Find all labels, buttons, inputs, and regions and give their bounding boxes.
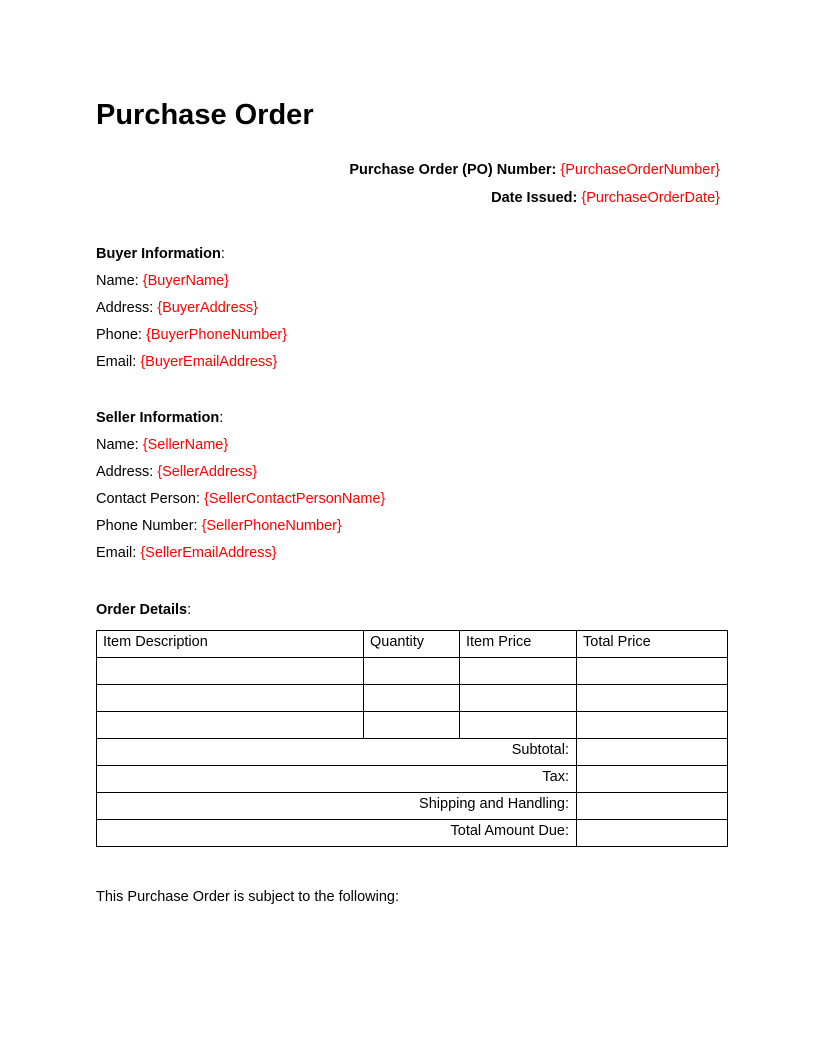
date-issued-value: {PurchaseOrderDate} (581, 190, 720, 206)
buyer-email-value: {BuyerEmailAddress} (140, 354, 278, 370)
buyer-heading-colon: : (220, 246, 225, 262)
field-label: Phone Number: (96, 518, 198, 534)
order-details-heading (96, 597, 191, 624)
seller-address-line (96, 459, 385, 486)
buyer-heading (96, 241, 287, 268)
table-cell[interactable] (460, 685, 577, 712)
field-label: Email: (96, 354, 137, 370)
field-label: Email: (96, 545, 137, 561)
order-details-heading-colon: : (187, 602, 192, 618)
summary-row-tax (97, 766, 728, 793)
order-details-heading-text: Order Details (96, 602, 188, 618)
po-number-line (349, 160, 720, 180)
buyer-section (96, 241, 287, 376)
subtotal-value[interactable] (577, 739, 728, 766)
seller-section (96, 405, 385, 567)
date-issued-line (491, 188, 720, 208)
column-header: Item Description (97, 631, 364, 658)
summary-row-shipping (97, 793, 728, 820)
tax-value[interactable] (577, 766, 728, 793)
summary-row-total (97, 820, 728, 847)
field-label: Address: (96, 300, 154, 316)
seller-name-line (96, 432, 385, 459)
seller-heading-colon: : (219, 410, 224, 426)
buyer-name-value: {BuyerName} (142, 273, 229, 289)
seller-address-value: {SellerAddress} (157, 464, 258, 480)
field-label: Address: (96, 464, 154, 480)
subtotal-label: Subtotal: (97, 739, 577, 766)
buyer-heading-text: Buyer Information (96, 246, 221, 262)
tax-label: Tax: (97, 766, 577, 793)
seller-phone-line (96, 513, 385, 540)
table-cell[interactable] (577, 685, 728, 712)
table-cell[interactable] (97, 658, 364, 685)
table-cell[interactable] (364, 658, 460, 685)
table-row (97, 712, 728, 739)
field-label: Contact Person: (96, 491, 200, 507)
table-cell[interactable] (97, 712, 364, 739)
summary-row-subtotal (97, 739, 728, 766)
buyer-phone-value: {BuyerPhoneNumber} (146, 327, 288, 343)
table-cell[interactable] (460, 712, 577, 739)
seller-phone-value: {SellerPhoneNumber} (201, 518, 342, 534)
field-label: Phone: (96, 327, 142, 343)
field-label: Name: (96, 273, 139, 289)
table-cell[interactable] (577, 712, 728, 739)
buyer-name-line (96, 268, 287, 295)
buyer-email-line (96, 349, 287, 376)
seller-email-value: {SellerEmailAddress} (140, 545, 277, 561)
column-header: Item Price (460, 631, 577, 658)
table-cell[interactable] (460, 658, 577, 685)
buyer-address-value: {BuyerAddress} (157, 300, 259, 316)
table-row (97, 658, 728, 685)
total-due-label: Total Amount Due: (97, 820, 577, 847)
table-cell[interactable] (364, 712, 460, 739)
buyer-phone-line (96, 322, 287, 349)
po-number-label: Purchase Order (PO) Number: (349, 162, 557, 178)
po-number-value: {PurchaseOrderNumber} (560, 162, 720, 178)
table-cell[interactable] (97, 685, 364, 712)
terms-intro-text: This Purchase Order is subject to the following: (96, 889, 400, 905)
seller-name-value: {SellerName} (142, 437, 229, 453)
order-details-section (96, 597, 191, 624)
seller-contact-value: {SellerContactPersonName} (204, 491, 386, 507)
table-header-row (97, 631, 728, 658)
buyer-address-line (96, 295, 287, 322)
seller-email-line (96, 540, 385, 567)
table-row (97, 685, 728, 712)
shipping-value[interactable] (577, 793, 728, 820)
seller-heading (96, 405, 385, 432)
seller-contact-line (96, 486, 385, 513)
page-title: Purchase Order (96, 99, 314, 131)
column-header: Total Price (577, 631, 728, 658)
column-header: Quantity (364, 631, 460, 658)
shipping-label: Shipping and Handling: (97, 793, 577, 820)
seller-heading-text: Seller Information (96, 410, 220, 426)
date-issued-label: Date Issued: (491, 190, 578, 206)
table-cell[interactable] (577, 658, 728, 685)
order-details-table (96, 630, 728, 847)
total-due-value[interactable] (577, 820, 728, 847)
table-cell[interactable] (364, 685, 460, 712)
field-label: Name: (96, 437, 139, 453)
